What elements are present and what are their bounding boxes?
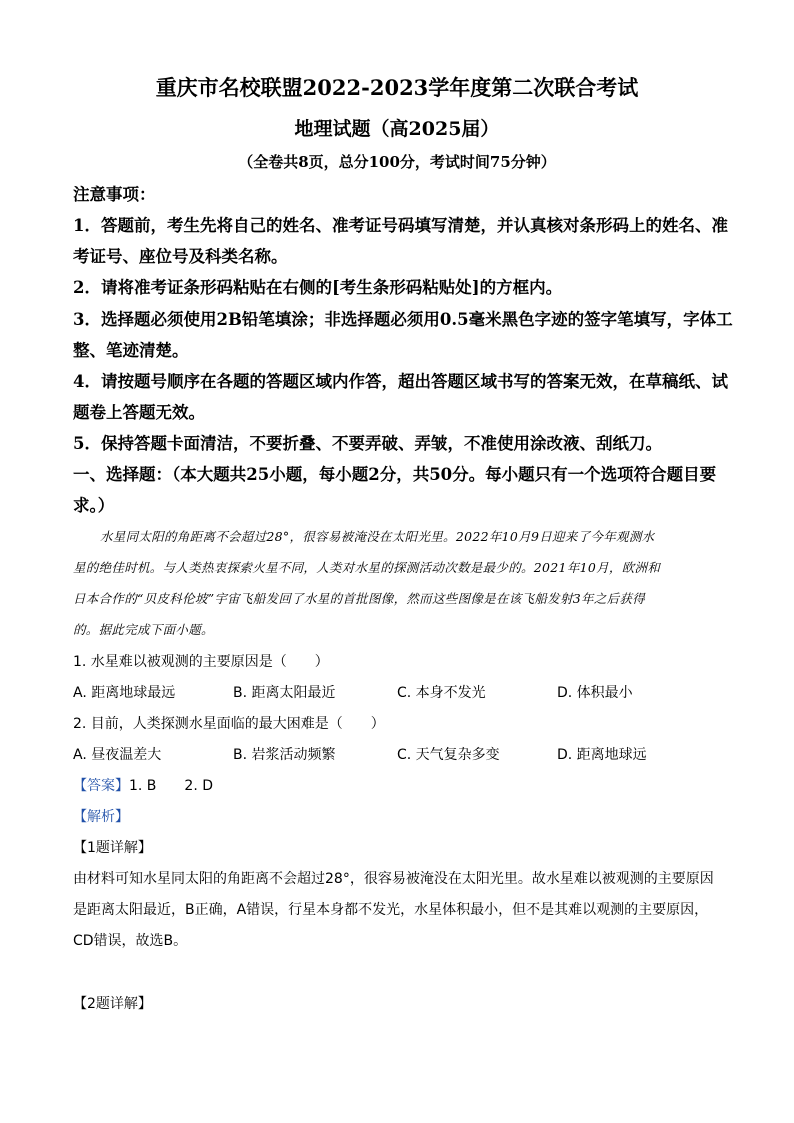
note-line: 考证号、座位号及科类名称。 xyxy=(73,247,288,266)
note-line: 2．请将准考证条形码粘贴在右侧的[考生条形码粘贴处]的方框内。 xyxy=(73,278,563,297)
question-2-option-a: A. 昼夜温差大 xyxy=(73,747,162,763)
answer-label: 【答案】 xyxy=(73,778,129,794)
question-1-option-b: B. 距离太阳最近 xyxy=(233,685,336,701)
exam-subtitle: 地理试题（高2025届） xyxy=(294,118,500,140)
note-line: 1．答题前，考生先将自己的姓名、准考证号码填写清楚，并认真核对条形码上的姓名、准 xyxy=(73,216,728,235)
question-1-option-d: D. 体积最小 xyxy=(557,685,633,701)
material-line: 的。据此完成下面小题。 xyxy=(73,622,214,637)
exam-title: 重庆市名校联盟2022-2023学年度第二次联合考试 xyxy=(155,75,639,100)
question-2-option-d: D. 距离地球远 xyxy=(557,747,647,763)
analysis-label: 【解析】 xyxy=(73,809,129,825)
material-line: 水星同太阳的角距离不会超过28°，很容易被淹没在太阳光里。2022年10月9日迎来了今年观测水 xyxy=(100,529,655,544)
q1-detail-line: 是距离太阳最近，B正确，A错误，行星本身都不发光，水星体积最小，但不是其难以观测的主要原因， xyxy=(73,902,709,918)
q2-detail-heading: 【2题详解】 xyxy=(73,996,152,1012)
answer-line xyxy=(73,775,213,795)
question-2-option-b: B. 岩浆活动频繁 xyxy=(233,747,336,763)
note-line: 3．选择题必须使用2B铅笔填涂；非选择题必须用0.5毫米黑色字迹的签字笔填写，字体工 xyxy=(73,310,733,329)
answer-text: 1. B 2. D xyxy=(129,778,213,794)
question-2-option-c: C. 天气复杂多变 xyxy=(397,747,500,763)
note-line: 5．保持答题卡面清洁，不要折叠、不要弄破、弄皱，不准使用涂改液、刮纸刀。 xyxy=(73,434,662,453)
question-2-stem: 2. 目前，人类探测水星面临的最大困难是（ ） xyxy=(73,716,385,732)
q1-detail-line: 由材料可知水星同太阳的角距离不会超过28°，很容易被淹没在太阳光里。故水星难以被观测的主要原因 xyxy=(73,871,714,887)
section-heading: 一、选择题：（本大题共25小题，每小题2分，共50分。每小题只有一个选项符合题目要 xyxy=(73,465,717,484)
q1-detail-heading: 【1题详解】 xyxy=(73,840,152,856)
note-line: 4．请按题号顺序在各题的答题区域内作答，超出答题区域书写的答案无效，在草稿纸、试 xyxy=(73,372,728,391)
material-line: 日本合作的“贝皮科伦坡”宇宙飞船发回了水星的首批图像，然而这些图像是在该飞船发射3年之后获得 xyxy=(73,591,646,606)
question-1-stem: 1. 水星难以被观测的主要原因是（ ） xyxy=(73,654,329,670)
note-line: 题卷上答题无效。 xyxy=(73,403,205,422)
note-line: 整、笔迹清楚。 xyxy=(73,341,189,360)
notes-heading: 注意事项： xyxy=(73,185,156,204)
material-line: 星的绝佳时机。与人类热衷探索火星不同，人类对水星的探测活动次数是最少的。2021年10月，欧洲和 xyxy=(73,560,661,575)
question-1-option-a: A. 距离地球最远 xyxy=(73,685,176,701)
q1-detail-line: CD错误，故选B。 xyxy=(73,933,188,949)
section-heading-cont: 求。） xyxy=(73,496,115,515)
exam-info: （全卷共8页，总分100分，考试时间75分钟） xyxy=(238,153,556,171)
question-1-option-c: C. 本身不发光 xyxy=(397,685,486,701)
